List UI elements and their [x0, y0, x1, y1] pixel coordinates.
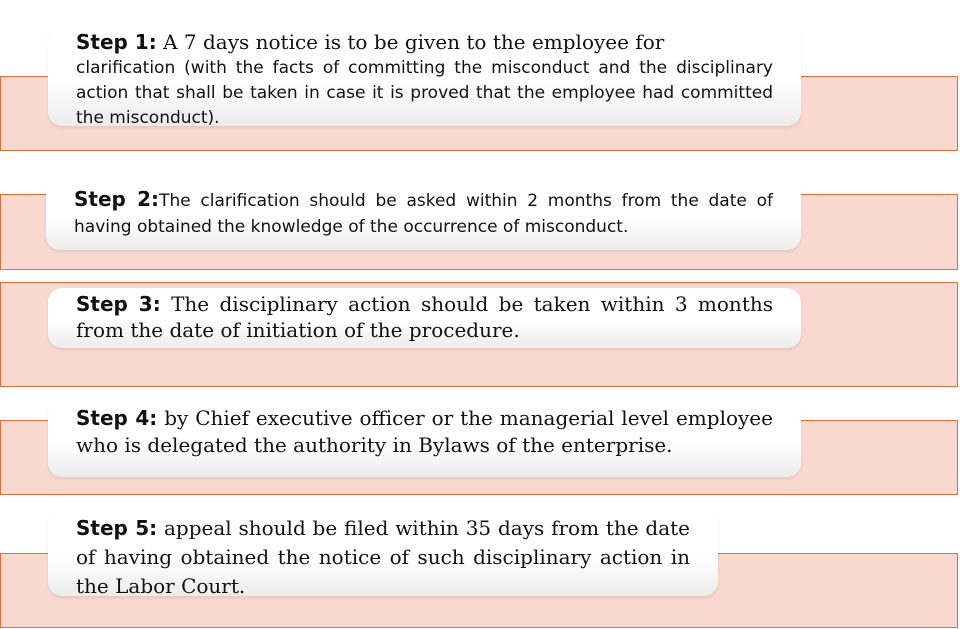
step-4-label: Step 4: [76, 406, 158, 430]
step-4-text: by Chief executive officer or the managerial level employee who is delegated the authority in Bylaws of the enterprise. [76, 406, 773, 457]
step-5-card [48, 510, 718, 596]
step-5-text: appeal should be filed within 35 days from the date of having obtained the notice of such disciplinary action in the Labor Court. [76, 516, 691, 598]
step-3-text: The disciplinary action should be taken within 3 months from the date of initiation of the procedure. [76, 292, 773, 342]
step-1-label: Step 1: [76, 30, 157, 54]
step-4-card [48, 401, 801, 477]
step-2-label: Step 2: [74, 187, 160, 211]
step-2-text: The clarification should be asked within 2 months from the date of having obtained the knowledge of the occurrence of misconduct. [74, 191, 773, 237]
step-1-text: A 7 days notice is to be given to the employee for [156, 30, 665, 54]
step-5-label: Step 5: [76, 516, 158, 540]
step-3-label: Step 3: [76, 292, 161, 316]
step-1-text-rest: clarification (with the facts of committing the misconduct and the disciplinary action that shall be taken in case it is proved that the employee had committed the misconduct). [76, 58, 773, 128]
step-3-card [48, 288, 801, 348]
step-2-card [46, 182, 801, 250]
step-1-card [48, 26, 801, 126]
